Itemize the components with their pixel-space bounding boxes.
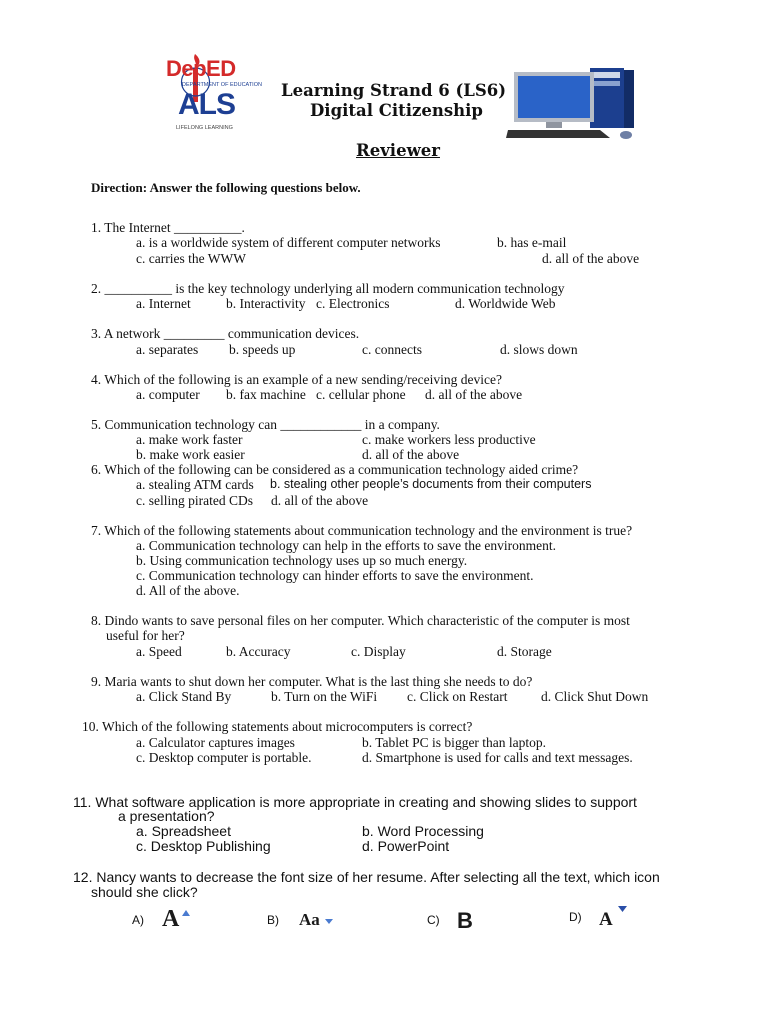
- logo-tagline: LIFELONG LEARNING: [176, 125, 233, 131]
- q1-option-d: d. all of the above: [542, 251, 640, 266]
- q4-option-d: d. all of the above: [425, 387, 523, 402]
- q10-option-c: c. Desktop computer is portable.: [136, 750, 312, 765]
- q6-stem: 6. Which of the following can be considered as a communication technology aided crime?: [91, 462, 579, 477]
- q3-option-b: b. speeds up: [229, 342, 296, 357]
- q11-stem-continued: a presentation?: [118, 808, 215, 824]
- q3-option-c: c. connects: [362, 342, 422, 357]
- q12-stem-continued: should she click?: [91, 884, 198, 900]
- q8-option-a: a. Speed: [136, 644, 182, 659]
- q2-option-b: b. Interactivity: [226, 296, 306, 311]
- q3-option-d: d. slows down: [500, 342, 578, 357]
- q12-option-d-label: D): [569, 910, 582, 924]
- q11-option-a: a. Spreadsheet: [136, 823, 231, 839]
- reviewer-heading: Reviewer: [356, 141, 440, 160]
- shrink-font-icon: [599, 906, 613, 932]
- q12-stem: 12. Nancy wants to decrease the font size of her resume. After selecting all the text, which icon: [73, 869, 660, 885]
- q12-option-b-label: B): [267, 913, 279, 927]
- q8-option-d: d. Storage: [497, 644, 552, 659]
- q11-option-b: b. Word Processing: [362, 823, 484, 839]
- grow-arrow-icon: [182, 910, 190, 916]
- q2-option-d: d. Worldwide Web: [455, 296, 556, 311]
- q5-option-c: c. make workers less productive: [362, 432, 536, 447]
- shrink-font-icon-letter: A: [599, 909, 613, 930]
- q10-option-b: b. Tablet PC is bigger than laptop.: [362, 735, 547, 750]
- q1-option-a: a. is a worldwide system of different computer networks: [136, 235, 441, 250]
- bold-icon: [457, 908, 473, 934]
- direction-text: Direction: Answer the following questions below.: [91, 180, 361, 195]
- q4-option-c: c. cellular phone: [316, 387, 406, 402]
- q8-option-b: b. Accuracy: [226, 644, 291, 659]
- q1-option-c: c. carries the WWW: [136, 251, 246, 266]
- deped-als-logo: [162, 52, 266, 134]
- q3-stem: 3. A network _________ communication devices.: [91, 326, 360, 341]
- q4-stem: 4. Which of the following is an example of a new sending/receiving device?: [91, 372, 502, 387]
- title-line-2: Digital Citizenship: [310, 101, 483, 120]
- q5-stem: 5. Communication technology can ____________ in a company.: [91, 417, 440, 432]
- grow-font-icon: [162, 906, 179, 932]
- q1-stem: 1. The Internet __________.: [91, 220, 245, 235]
- q2-option-a: a. Internet: [136, 296, 191, 311]
- desktop-computer-icon: [506, 62, 642, 140]
- q6-option-b: b. stealing other people’s documents from their computers: [270, 477, 592, 491]
- q6-option-a: a. stealing ATM cards: [136, 477, 254, 492]
- logo-department-text: DEPARTMENT OF EDUCATION: [182, 82, 262, 88]
- q9-option-b: b. Turn on the WiFi: [271, 689, 378, 704]
- logo-deped-text: DepED: [166, 56, 236, 81]
- dropdown-arrow-icon: [325, 919, 333, 924]
- q5-option-b: b. make work easier: [136, 447, 245, 462]
- q7-option-b: b. Using communication technology uses up so much energy.: [136, 553, 468, 568]
- q10-option-a: a. Calculator captures images: [136, 735, 295, 750]
- q8-stem: 8. Dindo wants to save personal files on her computer. Which characteristic of the computer is most: [91, 613, 630, 628]
- q9-stem: 9. Maria wants to shut down her computer. What is the last thing she needs to do?: [91, 674, 533, 689]
- q12-option-c-label: C): [427, 913, 440, 927]
- q4-option-a: a. computer: [136, 387, 200, 402]
- q11-option-c: c. Desktop Publishing: [136, 838, 271, 854]
- q9-option-c: c. Click on Restart: [407, 689, 508, 704]
- q6-option-d: d. all of the above: [271, 493, 369, 508]
- q1-option-b: b. has e-mail: [497, 235, 567, 250]
- q7-option-c: c. Communication technology can hinder efforts to save the environment.: [136, 568, 534, 583]
- q7-stem: 7. Which of the following statements about communication technology and the environment is true?: [91, 523, 633, 538]
- q8-stem-continued: useful for her?: [106, 628, 185, 643]
- q9-option-d: d. Click Shut Down: [541, 689, 649, 704]
- change-case-icon: [299, 910, 320, 932]
- q2-option-c: c. Electronics: [316, 296, 390, 311]
- q5-option-d: d. all of the above: [362, 447, 460, 462]
- shrink-arrow-icon: [618, 906, 627, 912]
- bold-icon-letter: B: [457, 908, 473, 933]
- q7-option-d: d. All of the above.: [136, 583, 240, 598]
- q3-option-a: a. separates: [136, 342, 199, 357]
- q2-stem: 2. __________ is the key technology underlying all modern communication technology: [91, 281, 565, 296]
- q5-option-a: a. make work faster: [136, 432, 243, 447]
- q11-option-d: d. PowerPoint: [362, 838, 450, 854]
- q12-option-a-label: A): [132, 913, 144, 927]
- q8-option-c: c. Display: [351, 644, 406, 659]
- q10-stem: 10. Which of the following statements about microcomputers is correct?: [82, 719, 473, 734]
- q4-option-b: b. fax machine: [226, 387, 306, 402]
- q9-option-a: a. Click Stand By: [136, 689, 232, 704]
- q10-option-d: d. Smartphone is used for calls and text messages.: [362, 750, 633, 765]
- q7-option-a: a. Communication technology can help in the efforts to save the environment.: [136, 538, 557, 553]
- title-line-1: Learning Strand 6 (LS6): [281, 81, 507, 100]
- q11-stem: 11. What software application is more appropriate in creating and showing slides to support: [73, 794, 637, 810]
- change-case-icon-letters: Aa: [299, 910, 320, 929]
- q6-option-c: c. selling pirated CDs: [136, 493, 253, 508]
- grow-font-icon-letter: A: [162, 906, 180, 932]
- logo-als-text: ALS: [178, 88, 235, 121]
